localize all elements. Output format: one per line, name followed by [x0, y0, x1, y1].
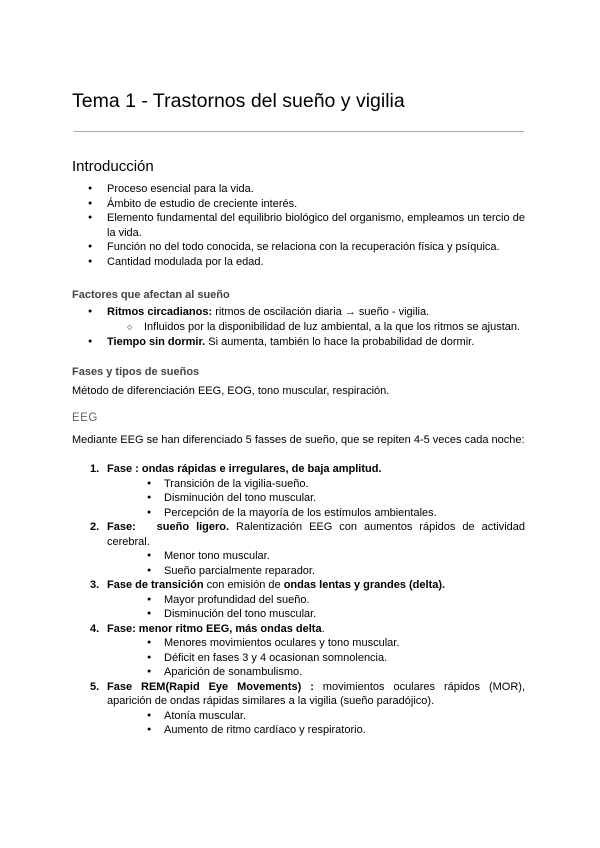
- phase-list: [72, 462, 529, 738]
- list-item: ● Aumento de ritmo cardíaco y respiratorio.: [107, 723, 525, 738]
- phase-bold: Fase de transición: [107, 579, 204, 591]
- intro-list: [72, 182, 525, 269]
- list-item: ● Disminución del tono muscular.: [107, 607, 525, 622]
- list-item: ● Mayor profundidad del sueño.: [107, 593, 525, 608]
- phase-text: movimientos oculares rápidos (MOR), aparición de ondas rápidas similares a la vigilia (sueño paradójico).: [107, 680, 526, 707]
- list-item: ● Ámbito de estudio de creciente interés.: [72, 197, 525, 212]
- list-item: ● Atonía muscular.: [107, 709, 525, 724]
- fases-text: Método de diferenciación EEG, EOG, tono muscular, respiración.: [72, 385, 390, 397]
- title-divider: [74, 131, 524, 132]
- list-item: ● Disminución del tono muscular.: [107, 491, 525, 506]
- phase-number: 5.: [90, 680, 100, 693]
- eeg-heading: EEG: [72, 412, 98, 424]
- phase-number: 2.: [90, 521, 100, 533]
- factores-sublist: [72, 320, 525, 335]
- list-item: ○ Influidos por la disponibilidad de luz ambiental, a la que los ritmos se ajustan.: [72, 320, 525, 335]
- phase-bold: Fase: menor ritmo EEG, más ondas delta: [107, 622, 322, 635]
- phase-text: .: [321, 622, 325, 635]
- list-item: ● Percepción de la mayoría de los estímulos ambientales.: [107, 506, 525, 521]
- list-item: ● Proceso esencial para la vida.: [72, 182, 525, 197]
- phase-bold: Fase : ondas rápidas e irregulares, de baja amplitud.: [107, 463, 382, 475]
- phase-item: [72, 680, 525, 738]
- phase-item: [72, 520, 529, 578]
- factores-list: [72, 305, 525, 320]
- phase-item: [72, 622, 525, 680]
- item-text: Si aumenta, también lo hace la probabilidad de dormir.: [205, 336, 475, 348]
- list-item: ● Elemento fundamental del equilibrio biológico del organismo, empleamos un tercio de la vida.: [72, 211, 525, 240]
- item-bold: Ritmos circadianos:: [107, 306, 213, 318]
- phase-bold: Fase: sueño ligero.: [107, 521, 230, 533]
- intro-heading: Introducción: [72, 158, 154, 175]
- list-item: ● Transición de la vigilia-sueño.: [107, 477, 525, 492]
- page-title: Tema 1 - Trastornos del sueño y vigilia: [72, 90, 405, 112]
- item-bold: Tiempo sin dormir.: [107, 336, 206, 348]
- phase-number: 4.: [90, 622, 100, 635]
- item-text: ritmos de oscilación diaria → sueño - vigilia.: [212, 306, 430, 318]
- list-item: ● Cantidad modulada por la edad.: [72, 255, 525, 270]
- fases-heading: Fases y tipos de sueños: [72, 366, 200, 378]
- eeg-intro: Mediante EEG se han diferenciado 5 fasses de sueño, que se repiten 4-5 veces cada noche:: [72, 434, 525, 446]
- list-item: ● Sueño parcialmente reparador.: [107, 564, 525, 579]
- phase-item: [72, 578, 525, 622]
- phase-text: con emisión de: [203, 579, 284, 591]
- list-item: [72, 305, 525, 320]
- phase-text: Ralentización EEG con aumentos rápidos de actividad cerebral.: [107, 521, 529, 548]
- list-item: ● Menores movimientos oculares y tono muscular.: [107, 636, 525, 651]
- list-item: [72, 335, 525, 350]
- phase-number: 1.: [90, 463, 100, 475]
- factores-list-2: [72, 335, 525, 350]
- list-item: ● Función no del todo conocida, se relaciona con la recuperación física y psíquica.: [72, 240, 525, 255]
- list-item: ● Menor tono muscular.: [107, 549, 525, 564]
- list-item: ● Aparición de sonambulismo.: [107, 665, 525, 680]
- phase-item: [72, 462, 525, 520]
- phase-bold-2: ondas lentas y grandes (delta).: [283, 579, 446, 591]
- list-item: ● Déficit en fases 3 y 4 ocasionan somnolencia.: [107, 651, 525, 666]
- phase-number: 3.: [90, 579, 100, 591]
- factores-heading: Factores que afectan al sueño: [72, 289, 230, 301]
- phase-bold: Fase REM(Rapid Eye Movements) :: [107, 680, 314, 693]
